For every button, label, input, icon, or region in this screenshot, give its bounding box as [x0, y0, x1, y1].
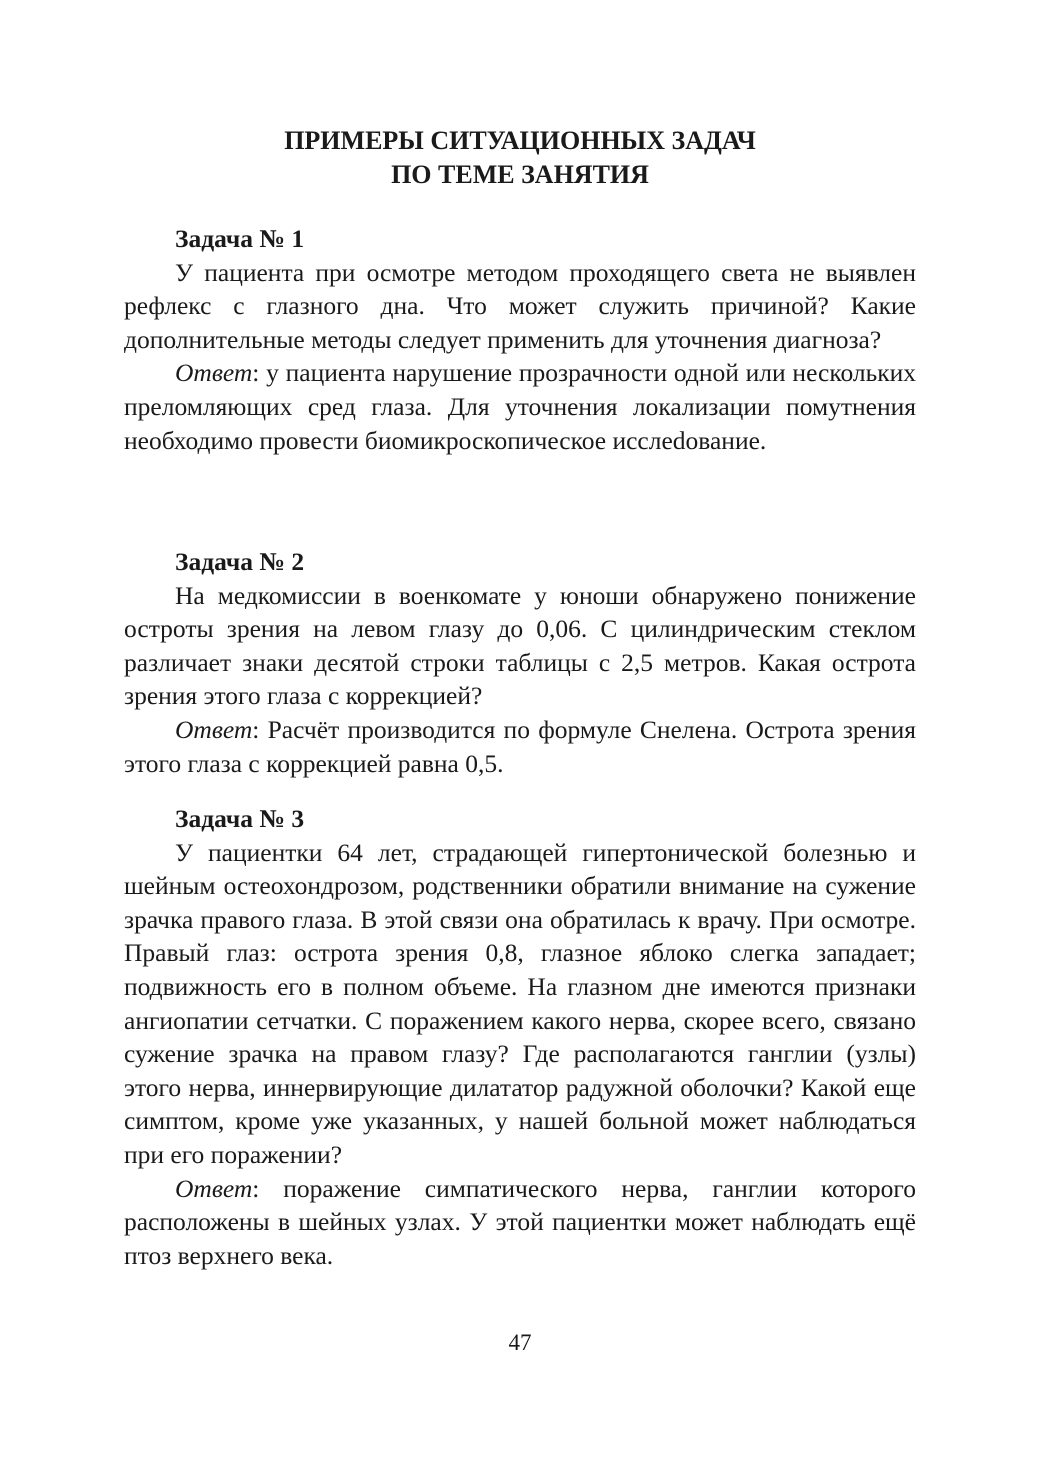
task-3-question: У пациентки 64 лет, страдающей гипертонической болезнью и шейным остеохондрозом, родственники обратили внимание на сужение зрачка правого глаза. В этой связи она обратилась к врачу. При осмотре. Правый глаз: острота зрения 0,8, глазное яблоко слегка западает; подвижность его в полном объеме. На глазном дне имеются признаки ангиопатии сетчатки. С поражением какого нерва, скорее всего, связано сужение зрачка на правом глазу? Где располагаются ганглии (узлы) этого нерва, иннервирующие дилататор радужной оболочки? Какой еще симптом, кроме уже указанных, у нашей больной может наблюдаться при его поражении?: [124, 837, 916, 1169]
task-3-answer: [124, 1172, 916, 1273]
task-2: [124, 545, 916, 780]
task-1-answer: [124, 356, 916, 457]
task-2-question: На медкомиссии в военкомате у юноши обнаружено понижение остроты зрения на левом глазу до 0,06. С цилиндрическим стеклом различает знаки десятой строки таблицы с 2,5 метров. Какая острота зрения этого глаза с коррекцией?: [124, 580, 916, 711]
task-2-answer: [124, 713, 916, 780]
task-2-heading: Задача № 2: [175, 547, 305, 576]
page-number: 47: [508, 1330, 532, 1355]
task-1-answer-text: : у пациента нарушение прозрачности одной или нескольких преломляющих сред глаза. Для уточнения локализации помутнения необходимо провести биомикроскопическое исслеdование.: [124, 358, 916, 455]
task-2-answer-label: Ответ: [175, 714, 253, 744]
page-title: [124, 124, 916, 192]
task-3-answer-text: : поражение симпатического нерва, ганглии которого расположены в шейных узлах. У этой пациентки может наблюдать ещё птоз верхнего века.: [124, 1173, 916, 1270]
task-3-heading: Задача № 3: [175, 804, 305, 833]
page-title-line-1: ПРИМЕРЫ СИТУАЦИОННЫХ ЗАДАЧ: [284, 126, 756, 155]
task-3-answer-label: Ответ: [175, 1173, 253, 1203]
task-3: [124, 802, 916, 1272]
task-1-answer-label: Ответ: [175, 358, 253, 388]
task-1-heading: Задача № 1: [175, 224, 305, 253]
page-title-line-2: ПО ТЕМЕ ЗАНЯТИЯ: [391, 160, 649, 189]
task-1-question: У пациента при осмотре методом проходящего света не выявлен рефлекс с глазного дна. Что может служить причиной? Какие дополнительные методы следует применить для уточнения диагноза?: [124, 257, 916, 354]
task-2-answer-text: : Расчёт производится по формуле Снелена. Острота зрения этого глаза с коррекцией равна 0,5.: [124, 714, 916, 778]
document-page: [124, 0, 916, 1471]
task-1: [124, 222, 916, 457]
